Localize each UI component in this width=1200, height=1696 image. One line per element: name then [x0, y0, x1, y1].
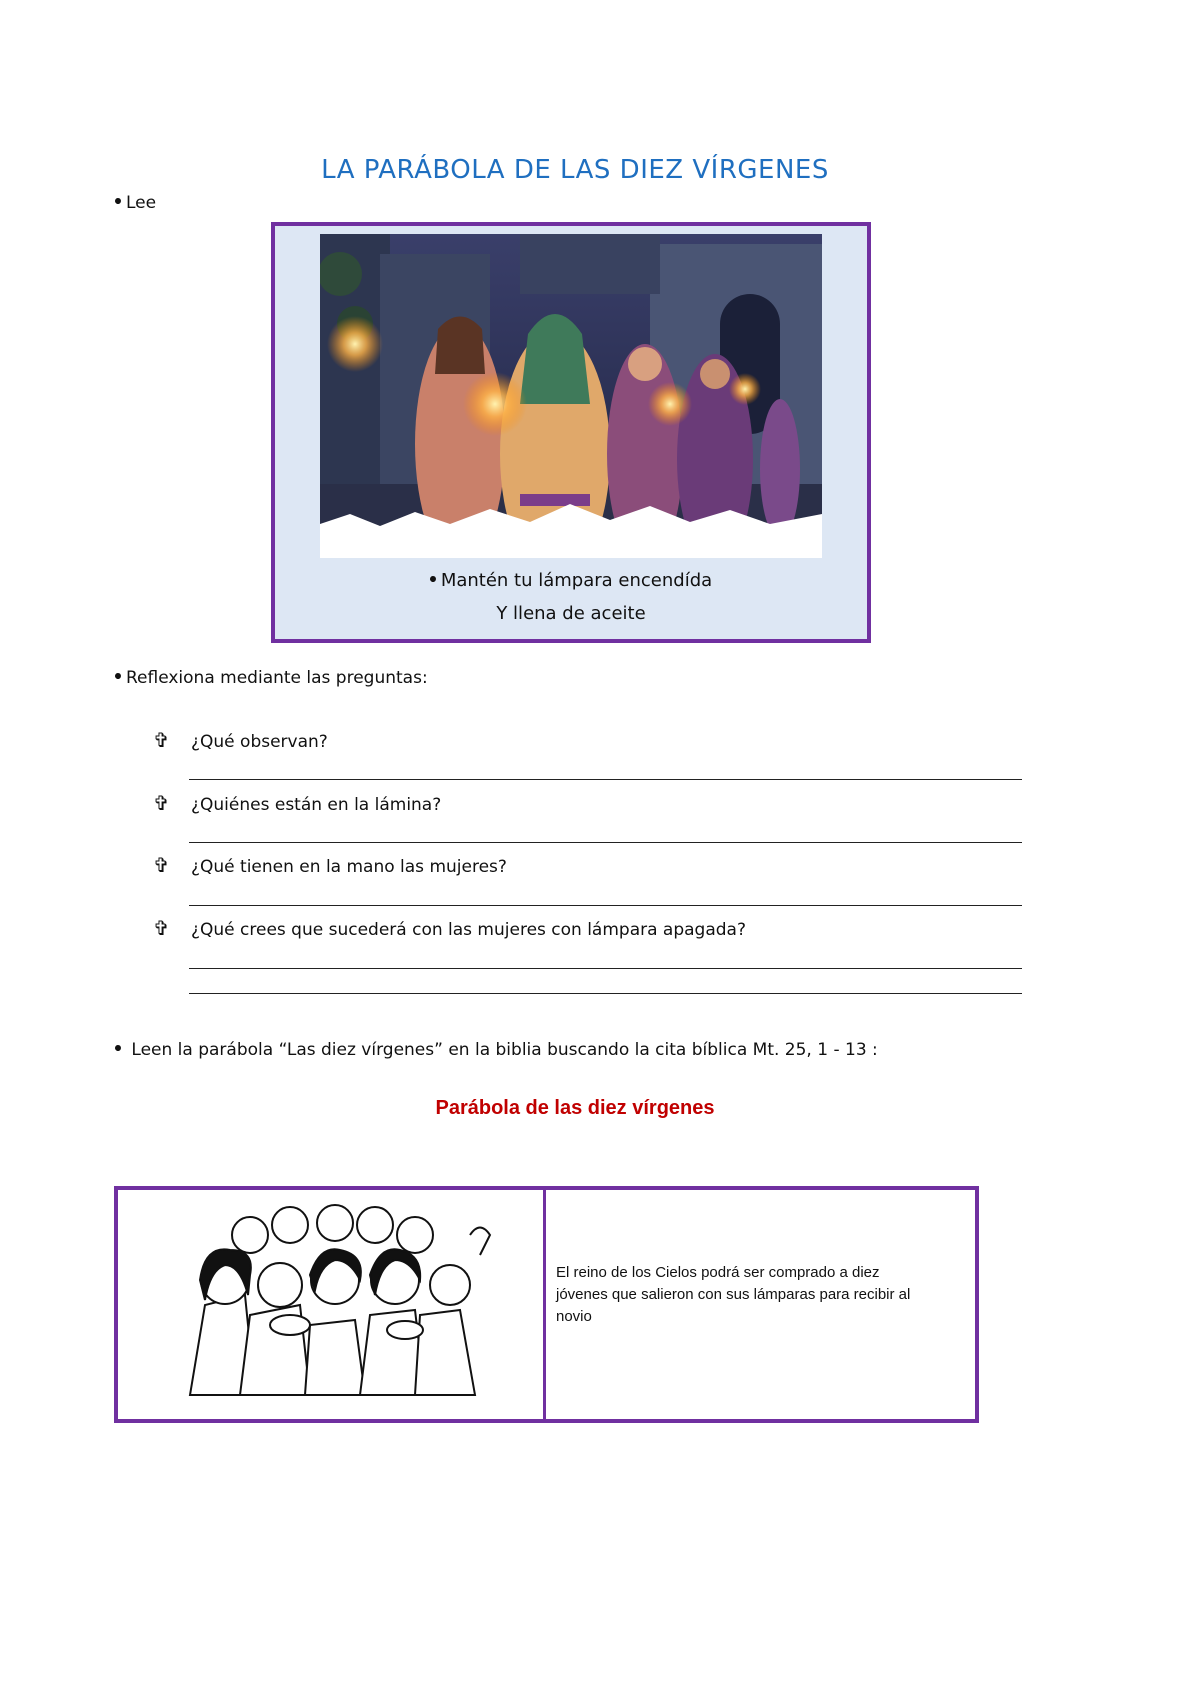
cross-icon: ✞ [153, 916, 170, 940]
bible-instruction [115, 1040, 878, 1060]
reflect-instruction [115, 668, 428, 688]
table-divider [543, 1186, 546, 1423]
answer-line-2[interactable] [189, 842, 1022, 843]
cross-icon: ✞ [153, 728, 170, 752]
caption-line-1-text: Mantén tu lámpara encendída [440, 570, 713, 591]
question-3-text: ¿Qué tienen en la mano las mujeres? [191, 857, 507, 877]
cross-icon: ✞ [153, 791, 170, 815]
bullet-icon [114, 197, 122, 205]
parable-title: Parábola de las diez vírgenes [435, 1097, 715, 1119]
question-3 [153, 853, 507, 877]
read-instruction [115, 193, 156, 213]
question-2 [153, 791, 441, 815]
question-1 [153, 728, 328, 752]
question-2-text: ¿Quiénes están en la lámina? [191, 795, 442, 815]
parable-illustration [320, 234, 822, 558]
reflect-instruction-text: Reflexiona mediante las preguntas: [126, 668, 428, 688]
bullet-icon [429, 575, 437, 583]
question-4-text: ¿Qué crees que sucederá con las mujeres con lámpara apagada? [191, 920, 746, 940]
table-text: El reino de los Cielos podrá ser comprado a diez jóvenes que salieron con sus lámparas para recibir al novio [556, 1264, 911, 1325]
bullet-icon [114, 1044, 122, 1052]
page-title: LA PARÁBOLA DE LAS DIEZ VÍRGENES [321, 155, 829, 185]
answer-line-1[interactable] [189, 779, 1022, 780]
answer-line-4a[interactable] [189, 968, 1022, 969]
caption-line-2: Y llena de aceite [496, 603, 646, 624]
caption-line-1 [271, 570, 871, 591]
cross-icon: ✞ [153, 853, 170, 877]
question-1-text: ¿Qué observan? [191, 732, 328, 752]
answer-line-3[interactable] [189, 905, 1022, 906]
read-instruction-text: Lee [126, 193, 157, 213]
coloring-illustration [170, 1195, 520, 1405]
answer-line-4b[interactable] [189, 993, 1022, 994]
bullet-icon [114, 672, 122, 680]
question-4 [153, 916, 746, 940]
bible-instruction-text: Leen la parábola “Las diez vírgenes” en la biblia buscando la cita bíblica Mt. 25, 1 - 13 : [131, 1040, 878, 1060]
